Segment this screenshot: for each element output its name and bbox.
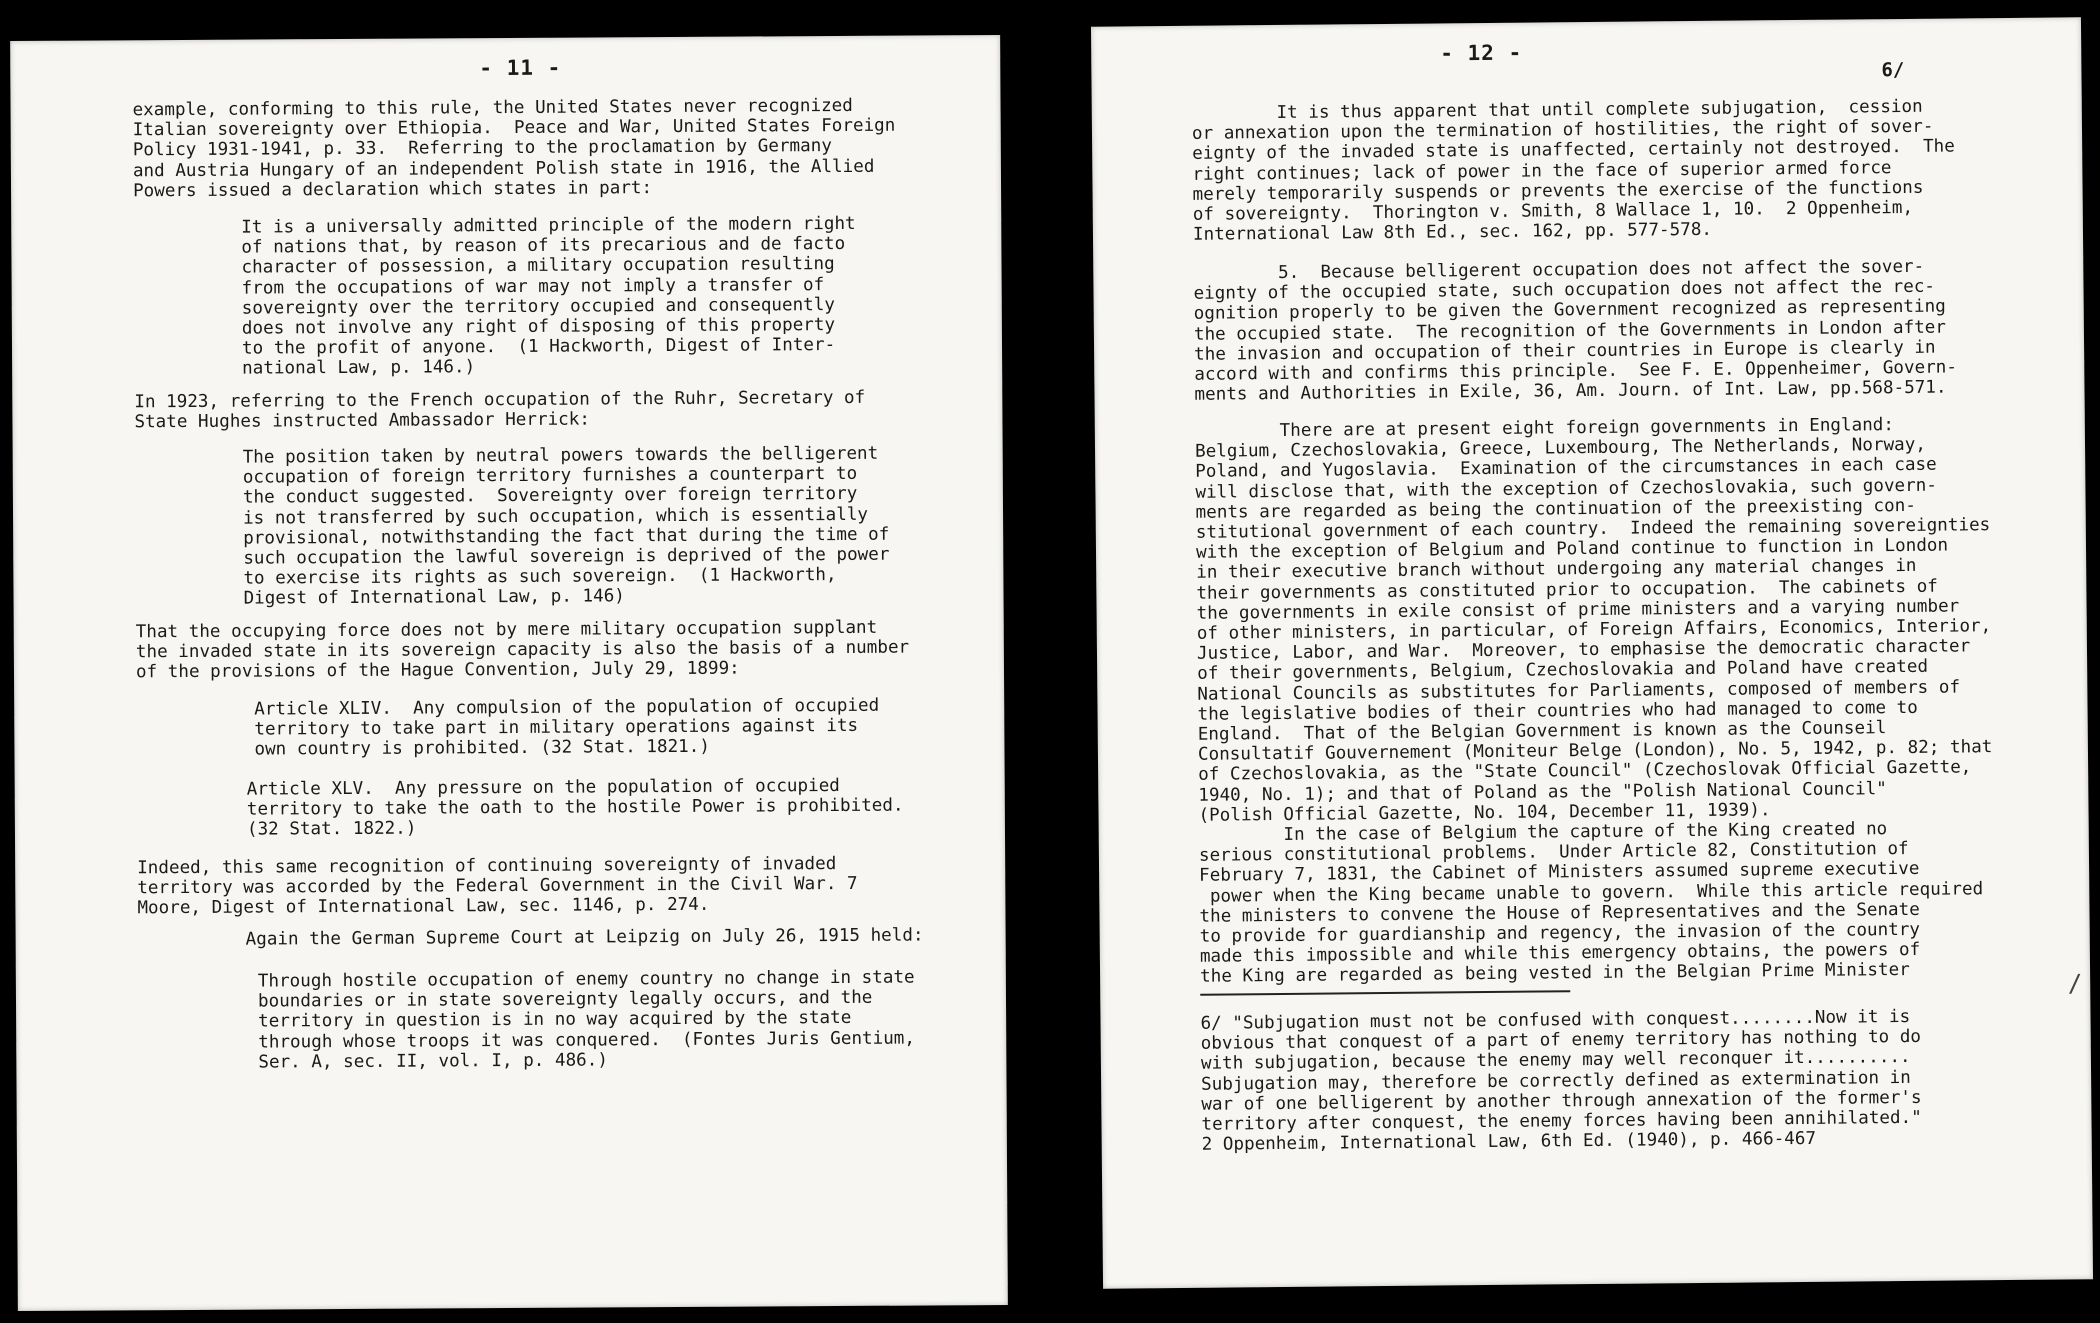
page-body bbox=[10, 35, 1001, 1073]
edge-mark: / bbox=[2067, 969, 2083, 998]
document-page-left bbox=[10, 35, 1008, 1311]
page-number: - 11 - bbox=[479, 55, 562, 81]
document-page-right bbox=[1091, 17, 2093, 1288]
paragraph: In 1923, referring to the French occupation of the Ruhr, Secretary of State Hughes instructed Ambassador Herrick: bbox=[134, 387, 866, 433]
block-quote: Through hostile occupation of enemy country no change in state boundaries or in state sovereignty legally occurs, and the territory in question is in no way acquired by the state through whose troops it was conquered. (Fontes Juris Gentium, Ser. A, sec. II, vol. I, p. 486.) bbox=[257, 967, 916, 1073]
paragraph: 5. Because belligerent occupation does not affect the sover- eignty of the occupied state, such occupation does not affect the rec- ognition properly to be given the Government recognized as representing the occupied state. The recognition of the Governments in London after the invasion and occupation of their countries in Europe is clearly in accord with and confirms this principle. See F. E. Oppenheimer, Govern- ments and Authorities in Exile, 36, Am. Journ. of Int. Law, pp.568-571. bbox=[1193, 256, 1958, 406]
paragraph: There are at present eight foreign governments in England: Belgium, Czechoslovakia, Greece, Luxembourg, The Netherlands, Norway, Poland, and Yugoslavia. Examination of the circumstances in each case will disclose that, with the exception of Czechoslovakia, such govern- ments are regarded as being the continuation of the preexisting con- stitutional government of each country. Indeed the remaining sovereignties with the exception of Belgium and Poland continue to function in London in their executive branch without undergoing any material changes in their governments as constituted prior to occupation. The cabinets of the governments in exile consist of prime ministers and a varying number of other ministers, in particular, of Foreign Affairs, Economics, Interior, Justice, Labor, and War. Moreover, to emphasise the democratic character of their governments, Belgium, Czechoslovakia and Poland have created National Councils as substitutes for Parliaments, composed of members of the legislative bodies of their countries who had managed to come to England. That of the Belgian Government is known as the Counseil Consultatif Gouvernement (Moniteur Belge (London), No. 5, 1942, p. 82; that of Czechoslovakia, as the "State Council" (Czechoslovak Official Gazette, 1940, No. 1); and that of Poland as the "Polish National Council" (Polish Official Gazette, No. 104, December 11, 1939). bbox=[1194, 415, 1993, 826]
article-quote: Article XLIV. Any compulsion of the population of occupied territory to take part in military operations against its own country is prohibited. (32 Stat. 1821.) bbox=[254, 695, 880, 760]
footnote-divider bbox=[1200, 990, 1570, 996]
paragraph: In the case of Belgium the capture of the King created no serious constitutional problems. Under Article 82, Constitution of February 7, 1831, the Cabinet of Ministers assumed supreme executive power when the King became unable to govern. While this article required the ministers to convene the House of Representatives and the Senate to provide for guardianship and regency, the invasion of the country made this impossible and while this emergency obtains, the powers of the King are regarded as being vested in the Belgian Prime Minister bbox=[1198, 819, 1984, 988]
paragraph: Again the German Supreme Court at Leipzig on July 26, 1915 held: bbox=[245, 925, 924, 950]
block-quote: The position taken by neutral powers towards the belligerent occupation of foreign territory furnishes a counterpart to the conduct suggested. Sovereignty over foreign territory is not transferred by such occupation, which is essentially provisional, notwithstanding the fact that during the time of such occupation the lawful sovereign is deprived of the power to exercise its rights as such sovereign. (1 Hackworth, Digest of International Law, p. 146) bbox=[242, 443, 890, 610]
paragraph: Indeed, this same recognition of continuing sovereignty of invaded territory was accorded by the Federal Government in the Civil War. 7 Moore, Digest of International Law, sec. 1146, p. 274. bbox=[137, 854, 858, 919]
footnote-marker: 6/ bbox=[1881, 58, 1905, 82]
article-quote: Article XLV. Any pressure on the population of occupied territory to take the oath to the hostile Power is prohibited. (32 Stat. 1822.) bbox=[246, 775, 904, 841]
page-number: - 12 - bbox=[1440, 40, 1523, 66]
block-quote: It is a universally admitted principle of the modern right of nations that, by reason of its precarious and de facto character of possession, a military occupation resulting from the occupations of war may not imply a transfer of sovereignty over the territory occupied and consequently does not involve any right of disposing of this property to the profit of anyone. (1 Hackworth, Digest of Inter- national Law, p. 146.) bbox=[241, 213, 856, 380]
paragraph: It is thus apparent that until complete subjugation, cession or annexation upon the termination of hostilities, the right of sover- eignty of the invaded state is unaffected, certainly not destroyed. The right continues; lack of power in the face of superior armed force merely temporarily suspends or prevents the exercise of the functions of sovereignty. Thorington v. Smith, 8 Wallace 1, 10. 2 Oppenheim, International Law 8th Ed., sec. 162, pp. 577-578. bbox=[1191, 96, 1955, 246]
paragraph: That the occupying force does not by mere military occupation supplant the invaded state in its sovereign capacity is also the basis of a number of the provisions of the Hague Convention, July 29, 1899: bbox=[135, 617, 910, 683]
paragraph: example, conforming to this rule, the United States never recognized Italian sovereignty over Ethiopia. Peace and War, United States Foreign Policy 1931-1941, p. 33. Referring to the proclamation by Germany and Austria Hungary of an independent Polish state in 1916, the Allied Powers issued a declaration which states in part: bbox=[132, 95, 896, 202]
footnote: 6/ "Subjugation must not be confused with conquest........Now it is obvious that conquest of a part of enemy territory has nothing to do with subjugation, because the enemy may well reconquer it.......... Subjugation may, therefore be correctly defined as extermination in war of one belligerent by another through annexation of the former's territory after conquest, the enemy forces having been annihilated." 2 Oppenheim, International Law, 6th Ed. (1940), p. 466-467 bbox=[1200, 1006, 1922, 1155]
